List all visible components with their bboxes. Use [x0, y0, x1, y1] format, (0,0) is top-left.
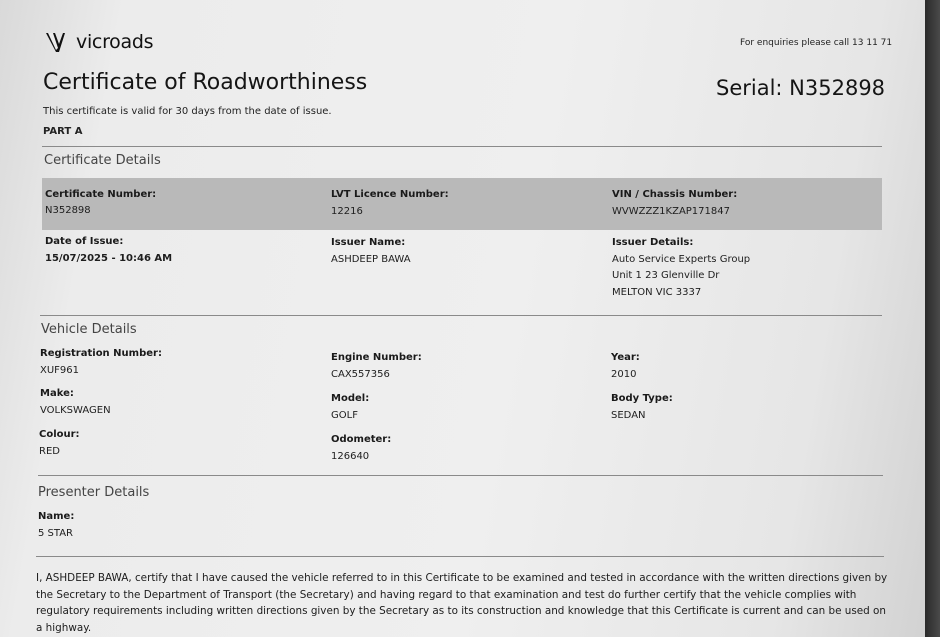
engine-number-label: Engine Number:	[331, 352, 422, 363]
validity-note: This certificate is valid for 30 days from the date of issue.	[43, 106, 332, 117]
logo-text: vicroads	[76, 31, 154, 53]
serial-number: Serial: N352898	[716, 76, 886, 100]
date-of-issue-value: 15/07/2025 - 10:46 AM	[45, 253, 173, 264]
odometer-value: 126640	[331, 451, 370, 462]
vicroads-v-logo-icon	[44, 30, 74, 54]
issuer-details-line2: Unit 1 23 Glenville Dr	[612, 270, 720, 281]
certificate-number-label: Certificate Number:	[45, 189, 157, 200]
model-label: Model:	[331, 393, 370, 404]
colour-value: RED	[39, 446, 60, 457]
section-title-presenter: Presenter Details	[38, 485, 150, 500]
presenter-name-value: 5 STAR	[38, 528, 74, 539]
make-value: VOLKSWAGEN	[40, 405, 111, 416]
body-type-label: Body Type:	[611, 393, 673, 404]
vin-value: WVWZZZ1KZAP171847	[612, 206, 730, 217]
model-value: GOLF	[331, 410, 358, 421]
engine-number-value: CAX557356	[331, 369, 390, 380]
issuer-name-label: Issuer Name:	[331, 237, 406, 248]
section-title-vehicle: Vehicle Details	[41, 322, 137, 337]
certificate-highlight-band	[42, 178, 882, 230]
issuer-details-line3: MELTON VIC 3337	[612, 287, 702, 298]
certificate-number-value: N352898	[45, 205, 91, 216]
registration-label: Registration Number:	[40, 348, 162, 359]
background-edge	[925, 0, 940, 637]
issuer-name-value: ASHDEEP BAWA	[331, 254, 411, 265]
page-title: Certificate of Roadworthiness	[43, 70, 368, 95]
lvt-licence-value: 12216	[331, 206, 363, 217]
lvt-licence-label: LVT Licence Number:	[331, 189, 449, 200]
registration-value: XUF961	[40, 365, 80, 376]
divider	[36, 556, 884, 557]
make-label: Make:	[40, 388, 74, 399]
vin-label: VIN / Chassis Number:	[612, 189, 738, 200]
section-title-certificate: Certificate Details	[44, 153, 161, 168]
issuer-details-label: Issuer Details:	[612, 237, 694, 248]
divider	[38, 475, 883, 476]
divider	[40, 315, 882, 316]
odometer-label: Odometer:	[331, 434, 392, 445]
date-of-issue-label: Date of Issue:	[45, 236, 124, 247]
body-type-value: SEDAN	[611, 410, 646, 421]
part-label: PART A	[43, 126, 83, 137]
year-value: 2010	[611, 369, 637, 380]
vicroads-logo	[44, 30, 153, 54]
colour-label: Colour:	[39, 429, 80, 440]
divider	[42, 146, 882, 147]
year-label: Year:	[611, 352, 640, 363]
declaration-text: I, ASHDEEP BAWA, certify that I have caused the vehicle referred to in this Certificate to be examined and tested in accordance with the written directions given by the Secretary to the Department of Transport (the Secretary) and having regard to that examination and test do further certify that the vehicle complies with regulatory requirements including written directions given by the Secretary as to its construction and knowledge that this Certificate is current and can be used on a highway.	[36, 572, 888, 634]
enquiries-text: For enquiries please call 13 11 71	[740, 38, 893, 48]
issuer-details-line1: Auto Service Experts Group	[612, 254, 751, 265]
presenter-name-label: Name:	[38, 511, 75, 522]
